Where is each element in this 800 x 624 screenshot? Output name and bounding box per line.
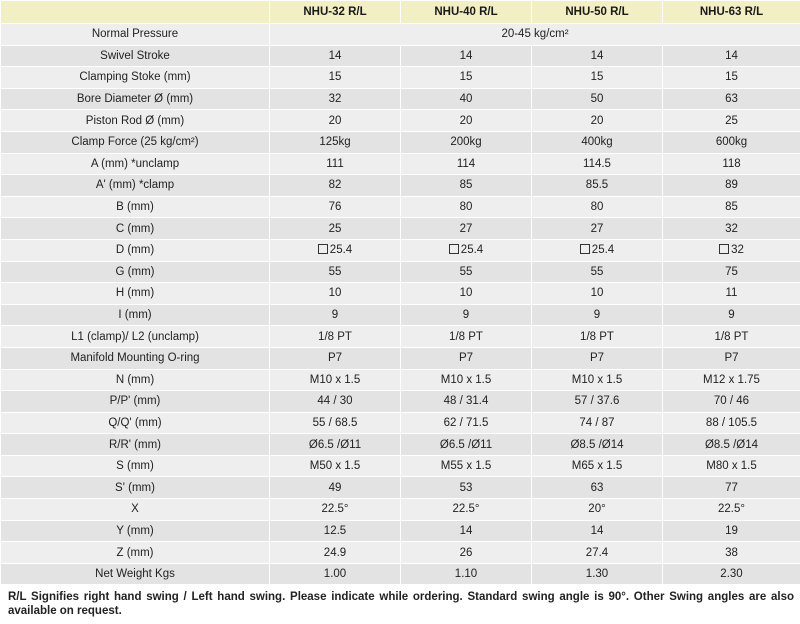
row-label: R/R' (mm): [1, 434, 270, 456]
square-symbol-icon: [449, 244, 459, 254]
table-cell: 62 / 71.5: [401, 412, 532, 434]
table-cell: 22.5°: [663, 499, 800, 521]
table-cell: 600kg: [663, 131, 800, 153]
table-cell: 125kg: [270, 131, 401, 153]
table-cell: 48 / 31.4: [401, 391, 532, 413]
table-cell: 82: [270, 175, 401, 197]
table-row: [1, 326, 800, 348]
header-row: [1, 1, 800, 24]
row-label: Bore Diameter Ø (mm): [1, 88, 270, 110]
table-cell: 85: [663, 196, 800, 218]
table-cell: 50: [532, 88, 663, 110]
table-cell: 27.4: [532, 542, 663, 564]
table-row: [1, 520, 800, 542]
row-label: D (mm): [1, 239, 270, 261]
table-cell: M65 x 1.5: [532, 455, 663, 477]
table-row-normal-pressure: [1, 24, 800, 46]
table-cell: Ø6.5 /Ø11: [401, 434, 532, 456]
table-cell: 114: [401, 153, 532, 175]
table-row: [1, 88, 800, 110]
table-cell: 55: [532, 261, 663, 283]
table-cell: 77: [663, 477, 800, 499]
table-cell: 1.10: [401, 563, 532, 585]
table-row: [1, 304, 800, 326]
row-label: X: [1, 499, 270, 521]
table-cell: 9: [532, 304, 663, 326]
table-cell: 10: [270, 283, 401, 305]
table-row: [1, 283, 800, 305]
table-cell: 15: [401, 67, 532, 89]
footnote: R/L Signifies right hand swing / Left hand swing. Please indicate while ordering. Standard swing angle is 90°. Other Swing angles are also available on request.: [8, 591, 794, 617]
table-cell: 25: [663, 110, 800, 132]
table-cell: 74 / 87: [532, 412, 663, 434]
row-label: A (mm) *unclamp: [1, 153, 270, 175]
table-cell: Ø6.5 /Ø11: [270, 434, 401, 456]
table-row: [1, 412, 800, 434]
table-cell: 27: [401, 218, 532, 240]
row-label: H (mm): [1, 283, 270, 305]
table-cell: 19: [663, 520, 800, 542]
table-cell: 111: [270, 153, 401, 175]
row-label: I (mm): [1, 304, 270, 326]
row-label: A' (mm) *clamp: [1, 175, 270, 197]
table-cell: 63: [663, 88, 800, 110]
header-blank: [1, 1, 270, 24]
table-cell: 55: [270, 261, 401, 283]
table-row: [1, 67, 800, 89]
table-cell: M10 x 1.5: [270, 369, 401, 391]
table-cell: 89: [663, 175, 800, 197]
table-row: [1, 542, 800, 564]
table-cell: P7: [401, 347, 532, 369]
table-cell: 200kg: [401, 131, 532, 153]
row-label: B (mm): [1, 196, 270, 218]
table-row: [1, 455, 800, 477]
table-cell: 88 / 105.5: [663, 412, 800, 434]
table-cell: 49: [270, 477, 401, 499]
table-cell: 22.5°: [270, 499, 401, 521]
row-label: S (mm): [1, 455, 270, 477]
table-cell: 1.30: [532, 563, 663, 585]
row-label: Swivel Stroke: [1, 45, 270, 67]
table-cell: 14: [270, 45, 401, 67]
table-cell: 38: [663, 542, 800, 564]
table-cell: M12 x 1.75: [663, 369, 800, 391]
table-cell: 114.5: [532, 153, 663, 175]
square-symbol-icon: [318, 244, 328, 254]
table-cell: 1/8 PT: [270, 326, 401, 348]
table-row: [1, 261, 800, 283]
row-label: L1 (clamp)/ L2 (unclamp): [1, 326, 270, 348]
table-cell: 80: [401, 196, 532, 218]
row-label: Piston Rod Ø (mm): [1, 110, 270, 132]
table-cell: M80 x 1.5: [663, 455, 800, 477]
table-cell: 11: [663, 283, 800, 305]
row-label: S' (mm): [1, 477, 270, 499]
row-label: Clamping Stoke (mm): [1, 67, 270, 89]
table-cell: 20°: [532, 499, 663, 521]
table-cell: [401, 239, 532, 261]
table-cell: 22.5°: [401, 499, 532, 521]
table-cell: 26: [401, 542, 532, 564]
table-row: [1, 391, 800, 413]
table-cell: P7: [532, 347, 663, 369]
row-label: Y (mm): [1, 520, 270, 542]
cell-value: 25.4: [460, 244, 484, 257]
table-cell: 76: [270, 196, 401, 218]
table-cell: 9: [401, 304, 532, 326]
table-cell: 1/8 PT: [663, 326, 800, 348]
header-model: NHU-32 R/L: [270, 1, 401, 24]
row-label: Normal Pressure: [1, 24, 270, 46]
cell-value: 25.4: [329, 244, 353, 257]
table-row: [1, 239, 800, 261]
table-cell: 1/8 PT: [401, 326, 532, 348]
row-label: N (mm): [1, 369, 270, 391]
table-cell: 57 / 37.6: [532, 391, 663, 413]
table-cell: 85: [401, 175, 532, 197]
square-symbol-icon: [719, 244, 729, 254]
table-cell: 53: [401, 477, 532, 499]
table-cell: 14: [532, 45, 663, 67]
table-cell: 14: [401, 520, 532, 542]
table-cell: 118: [663, 153, 800, 175]
table-cell: 27: [532, 218, 663, 240]
table-cell: 25: [270, 218, 401, 240]
header-model: NHU-63 R/L: [663, 1, 800, 24]
table-row: [1, 434, 800, 456]
table-row: [1, 477, 800, 499]
row-label: Manifold Mounting O-ring: [1, 347, 270, 369]
table-row: [1, 347, 800, 369]
table-row: [1, 131, 800, 153]
table-cell: 20: [532, 110, 663, 132]
cell-value: 25.4: [591, 244, 615, 257]
table-cell: 12.5: [270, 520, 401, 542]
table-cell: 75: [663, 261, 800, 283]
table-cell: 24.9: [270, 542, 401, 564]
table-cell: 14: [663, 45, 800, 67]
table-cell: 15: [532, 67, 663, 89]
table-cell: P7: [663, 347, 800, 369]
table-cell: 400kg: [532, 131, 663, 153]
header-model: NHU-50 R/L: [532, 1, 663, 24]
table-cell: 9: [663, 304, 800, 326]
table-cell: 10: [532, 283, 663, 305]
table-cell: 32: [663, 218, 800, 240]
table-cell: M10 x 1.5: [532, 369, 663, 391]
table-cell: [270, 239, 401, 261]
table-cell: M10 x 1.5: [401, 369, 532, 391]
cell-value: 32: [731, 244, 744, 257]
table-cell: 1.00: [270, 563, 401, 585]
table-cell: 14: [532, 520, 663, 542]
table-cell: 10: [401, 283, 532, 305]
table-row: [1, 499, 800, 521]
table-row: [1, 45, 800, 67]
table-cell: [663, 239, 800, 261]
row-label: Clamp Force (25 kg/cm²): [1, 131, 270, 153]
table-row: [1, 110, 800, 132]
table-cell: 14: [401, 45, 532, 67]
table-row: [1, 369, 800, 391]
table-cell: 55: [401, 261, 532, 283]
header-model: NHU-40 R/L: [401, 1, 532, 24]
table-row: [1, 196, 800, 218]
square-symbol-icon: [580, 244, 590, 254]
row-label: Net Weight Kgs: [1, 563, 270, 585]
table-cell: 2.30: [663, 563, 800, 585]
table-cell: M50 x 1.5: [270, 455, 401, 477]
table-cell: 40: [401, 88, 532, 110]
row-label: Q/Q' (mm): [1, 412, 270, 434]
table-cell: 20: [270, 110, 401, 132]
table-cell: 20: [401, 110, 532, 132]
table-cell: 80: [532, 196, 663, 218]
row-label: G (mm): [1, 261, 270, 283]
row-label: C (mm): [1, 218, 270, 240]
table-cell: P7: [270, 347, 401, 369]
table-cell: 9: [270, 304, 401, 326]
table-cell: 85.5: [532, 175, 663, 197]
table-row: [1, 218, 800, 240]
table-cell: Ø8.5 /Ø14: [663, 434, 800, 456]
table-cell: M55 x 1.5: [401, 455, 532, 477]
table-cell: 55 / 68.5: [270, 412, 401, 434]
table-cell: 15: [663, 67, 800, 89]
table-cell: Ø8.5 /Ø14: [532, 434, 663, 456]
row-label: Z (mm): [1, 542, 270, 564]
table-row: [1, 563, 800, 585]
table-row: [1, 175, 800, 197]
table-cell: 70 / 46: [663, 391, 800, 413]
table-cell: 1/8 PT: [532, 326, 663, 348]
normal-pressure-value: 20-45 kg/cm²: [270, 24, 800, 46]
table-cell: 63: [532, 477, 663, 499]
table-cell: 44 / 30: [270, 391, 401, 413]
table-cell: 15: [270, 67, 401, 89]
table-row: [1, 153, 800, 175]
table-cell: 32: [270, 88, 401, 110]
table-cell: [532, 239, 663, 261]
row-label: P/P' (mm): [1, 391, 270, 413]
